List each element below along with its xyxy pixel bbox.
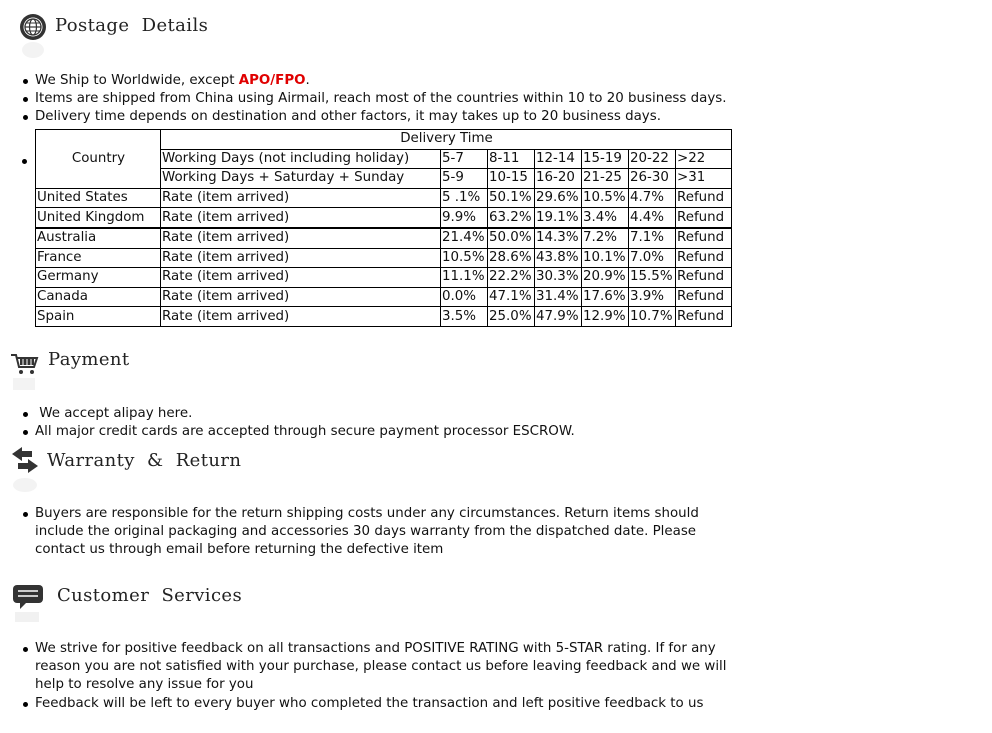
delivery-value-cell: 47.9% [535,307,582,327]
country-cell: France [36,248,161,268]
country-cell: Spain [36,307,161,327]
delivery-value-cell: 16-20 [535,169,582,189]
delivery-value-cell: 20.9% [582,268,629,288]
delivery-value-cell: 5 .1% [441,188,488,208]
list-item: We strive for positive feedback on all transactions and POSITIVE RATING with 5-STAR rating. If for any reason you are not satisfied with your purchase, please contact us before leaving feedback and we will help to resolve any issue for you [0,640,740,695]
delivery-value-cell: 3.4% [582,208,629,228]
delivery-value-cell: 21-25 [582,169,629,189]
delivery-value-cell: 5-7 [441,149,488,169]
country-cell: Canada [36,287,161,307]
delivery-value-cell: 4.4% [629,208,676,228]
table-row [36,228,732,248]
payment-title: Payment [48,349,130,370]
delivery-value-cell: 3.9% [629,287,676,307]
delivery-value-cell: 5-9 [441,169,488,189]
delivery-value-cell: 50.0% [488,228,535,248]
delivery-value-cell: 14.3% [535,228,582,248]
delivery-value-cell: 15-19 [582,149,629,169]
delivery-value-cell: 22.2% [488,268,535,288]
table-row [36,268,732,288]
list-item: Items are shipped from China using Airmail, reach most of the countries within 10 to 20 business days. [0,90,727,108]
delivery-value-cell: 25.0% [488,307,535,327]
shopping-cart-icon [10,352,40,392]
list-item [0,72,727,90]
delivery-value-cell: Refund [676,248,732,268]
delivery-value-cell: 10.5% [582,188,629,208]
delivery-value-cell: Refund [676,208,732,228]
country-cell: Australia [36,228,161,248]
delivery-value-cell: 31.4% [535,287,582,307]
rate-label-cell: Rate (item arrived) [161,208,441,228]
delivery-value-cell: Refund [676,307,732,327]
table-row [36,208,732,228]
bullet-text: . [305,73,310,88]
delivery-time-header: Delivery Time [161,130,732,150]
delivery-value-cell: 7.1% [629,228,676,248]
delivery-value-cell: 10.7% [629,307,676,327]
delivery-value-cell: 0.0% [441,287,488,307]
delivery-value-cell: 10-15 [488,169,535,189]
bullet-text: We Ship to Worldwide, except [35,73,239,88]
customer-title: Customer Services [57,585,243,606]
delivery-value-cell: Refund [676,228,732,248]
list-item: Feedback will be left to every buyer who completed the transaction and left positive feedback to us [0,695,740,713]
delivery-value-cell: 19.1% [535,208,582,228]
table-row [36,248,732,268]
delivery-value-cell: 17.6% [582,287,629,307]
delivery-value-cell: 11.1% [441,268,488,288]
delivery-value-cell: 26-30 [629,169,676,189]
country-cell: Germany [36,268,161,288]
delivery-value-cell: Refund [676,188,732,208]
delivery-value-cell: Refund [676,287,732,307]
payment-bullet-list [0,405,575,441]
delivery-value-cell: 10.5% [441,248,488,268]
warranty-bullet-list [0,505,710,560]
rate-label-cell: Rate (item arrived) [161,287,441,307]
table-row [36,188,732,208]
country-cell: United States [36,188,161,208]
delivery-value-cell: 47.1% [488,287,535,307]
globe-icon [18,12,50,64]
delivery-value-cell: 12-14 [535,149,582,169]
country-header: Country [36,130,161,189]
warranty-title: Warranty & Return [47,450,242,471]
delivery-value-cell: 28.6% [488,248,535,268]
delivery-value-cell: 12.9% [582,307,629,327]
list-item: All major credit cards are accepted through secure payment processor ESCROW. [0,423,575,441]
list-item: We accept alipay here. [0,405,575,423]
delivery-value-cell: 4.7% [629,188,676,208]
delivery-value-cell: 30.3% [535,268,582,288]
customer-bullet-list [0,640,740,713]
list-item: Delivery time depends on destination and other factors, it may takes up to 20 business days. [0,108,727,126]
delivery-value-cell: >31 [676,169,732,189]
rate-label-cell: Rate (item arrived) [161,188,441,208]
table-row [36,130,732,150]
delivery-value-cell: 21.4% [441,228,488,248]
delivery-value-cell: 10.1% [582,248,629,268]
chat-bubble-icon [12,584,46,624]
excluded-region-text: APO/FPO [238,73,306,88]
table-row [36,287,732,307]
table-bullet [22,159,27,164]
delivery-value-cell: 8-11 [488,149,535,169]
rate-label-cell: Rate (item arrived) [161,268,441,288]
delivery-value-cell: 63.2% [488,208,535,228]
delivery-value-cell: Refund [676,268,732,288]
rate-label-cell: Rate (item arrived) [161,248,441,268]
rate-label-cell: Rate (item arrived) [161,307,441,327]
delivery-value-cell: 29.6% [535,188,582,208]
row-label: Working Days (not including holiday) [161,149,441,169]
list-item: Buyers are responsible for the return shipping costs under any circumstances. Return items should include the original packaging and accessories 30 days warranty from the dispatched date. Please contact us through email before returning the defective item [0,505,710,560]
postage-title: Postage Details [55,15,209,36]
delivery-value-cell: 50.1% [488,188,535,208]
table-row [36,307,732,327]
rate-label-cell: Rate (item arrived) [161,228,441,248]
delivery-value-cell: 20-22 [629,149,676,169]
row-label: Working Days + Saturday + Sunday [161,169,441,189]
return-arrows-icon [10,445,42,495]
delivery-value-cell: 15.5% [629,268,676,288]
delivery-value-cell: 3.5% [441,307,488,327]
delivery-value-cell: >22 [676,149,732,169]
postage-bullet-list [0,72,727,127]
country-cell: United Kingdom [36,208,161,228]
delivery-value-cell: 7.2% [582,228,629,248]
delivery-value-cell: 7.0% [629,248,676,268]
delivery-value-cell: 43.8% [535,248,582,268]
delivery-value-cell: 9.9% [441,208,488,228]
delivery-time-table [35,129,732,327]
